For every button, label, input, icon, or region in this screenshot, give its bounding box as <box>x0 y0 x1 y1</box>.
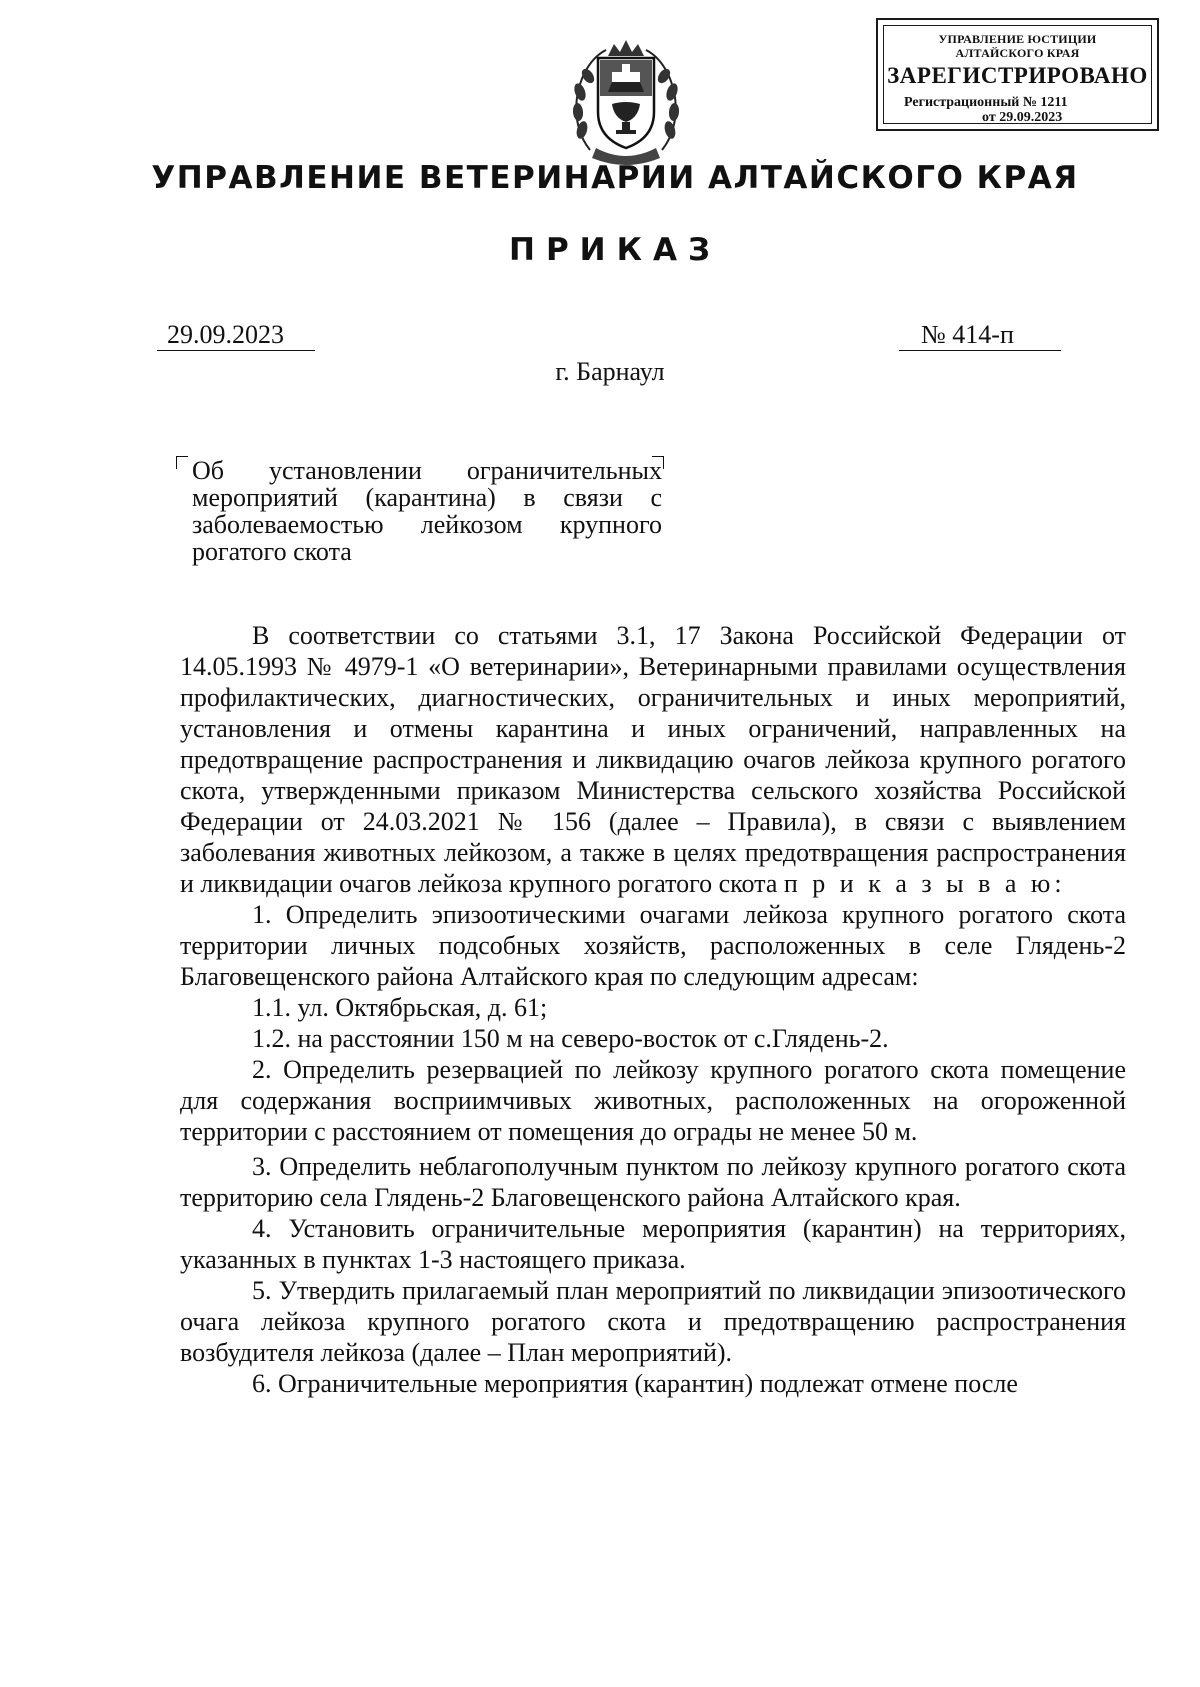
stamp-reg-date: от 29.09.2023 <box>982 110 1063 125</box>
stamp-registered-title: ЗАРЕГИСТРИРОВАНО <box>887 63 1148 88</box>
document-type: ПРИКАЗ <box>509 232 721 268</box>
coat-of-arms-emblem <box>568 30 684 170</box>
clause-5: 5. Утвердить прилагаемый план мероприятий по ликвидации эпизоотического очага лейкоза крупного рогатого скота и предотвращению распространения возбудителя лейкоза (далее – План мероприятий). <box>180 1276 1126 1367</box>
clause-2: 2. Определить резервацией по лейкозу крупного рогатого скота помещение для содержания восприимчивых животных, расположенных на огороженной территории с расстоянием от помещения до ограды не менее 50 м. <box>180 1055 1126 1146</box>
registration-stamp <box>876 18 1159 131</box>
subject-text: Об установлении ограничительных мероприятий (карантина) в связи с заболеваемостью лейкозом крупного рогатого скота <box>192 456 662 566</box>
document-body <box>180 620 1126 1399</box>
stamp-inner-frame <box>883 25 1152 124</box>
clause-6: 6. Ограничительные мероприятия (карантин) подлежат отмене после <box>252 1369 1018 1398</box>
subject-corner-left <box>176 456 188 469</box>
document-number: № 414-п <box>899 320 1061 351</box>
order-word: п р и к а з ы в а ю: <box>783 869 1066 898</box>
clause-1: 1. Определить эпизоотическими очагами лейкоза крупного рогатого скота территории личных подсобных хозяйств, расположенных в селе Глядень-2 Благовещенского района Алтайского края по следующим адресам: <box>180 900 1126 991</box>
clause-1-1: 1.1. ул. Октябрьская, д. 61; <box>252 993 548 1022</box>
stamp-authority-line1: УПРАВЛЕНИЕ ЮСТИЦИИ <box>938 32 1097 46</box>
clause-4: 4. Установить ограничительные мероприятия (карантин) на территориях, указанных в пунктах 1-3 настоящего приказа. <box>180 1214 1126 1274</box>
preamble-text: В соответствии со статьями 3.1, 17 Закона Российской Федерации от 14.05.1993 № 4979-1 «О ветеринарии», Ветеринарными правилами осуществления профилактических, диагностических, ограничительных и иных мероприятий, установления и отмены карантина и иных ограничений, направленных на предотвращение распространения и ликвидацию очагов лейкоза крупного рогатого скота, утвержденными приказом Министерства сельского хозяйства Российской Федерации от 24.03.2021 № 156 (далее – Правила), в связи с выявлением заболевания животных лейкозом, а также в целях предотвращения распространения и ликвидации очагов лейкоза крупного рогатого скота <box>180 621 1126 898</box>
document-city: г. Барнаул <box>555 357 665 386</box>
clause-1-2: 1.2. на расстоянии 150 м на северо-восток от с.Глядень-2. <box>252 1024 889 1053</box>
clause-3: 3. Определить неблагополучным пунктом по лейкозу крупного рогатого скота территорию села Глядень-2 Благовещенского района Алтайского края. <box>180 1152 1126 1212</box>
document-subject <box>192 457 662 565</box>
organization-title: УПРАВЛЕНИЕ ВЕТЕРИНАРИИ АЛТАЙСКОГО КРАЯ <box>151 160 1079 196</box>
stamp-authority-line2: АЛТАЙСКОГО КРАЯ <box>955 46 1080 60</box>
body-preamble <box>180 620 1126 899</box>
document-date: 29.09.2023 <box>157 320 315 351</box>
stamp-reg-number: Регистрационный № 1211 <box>904 95 1068 110</box>
